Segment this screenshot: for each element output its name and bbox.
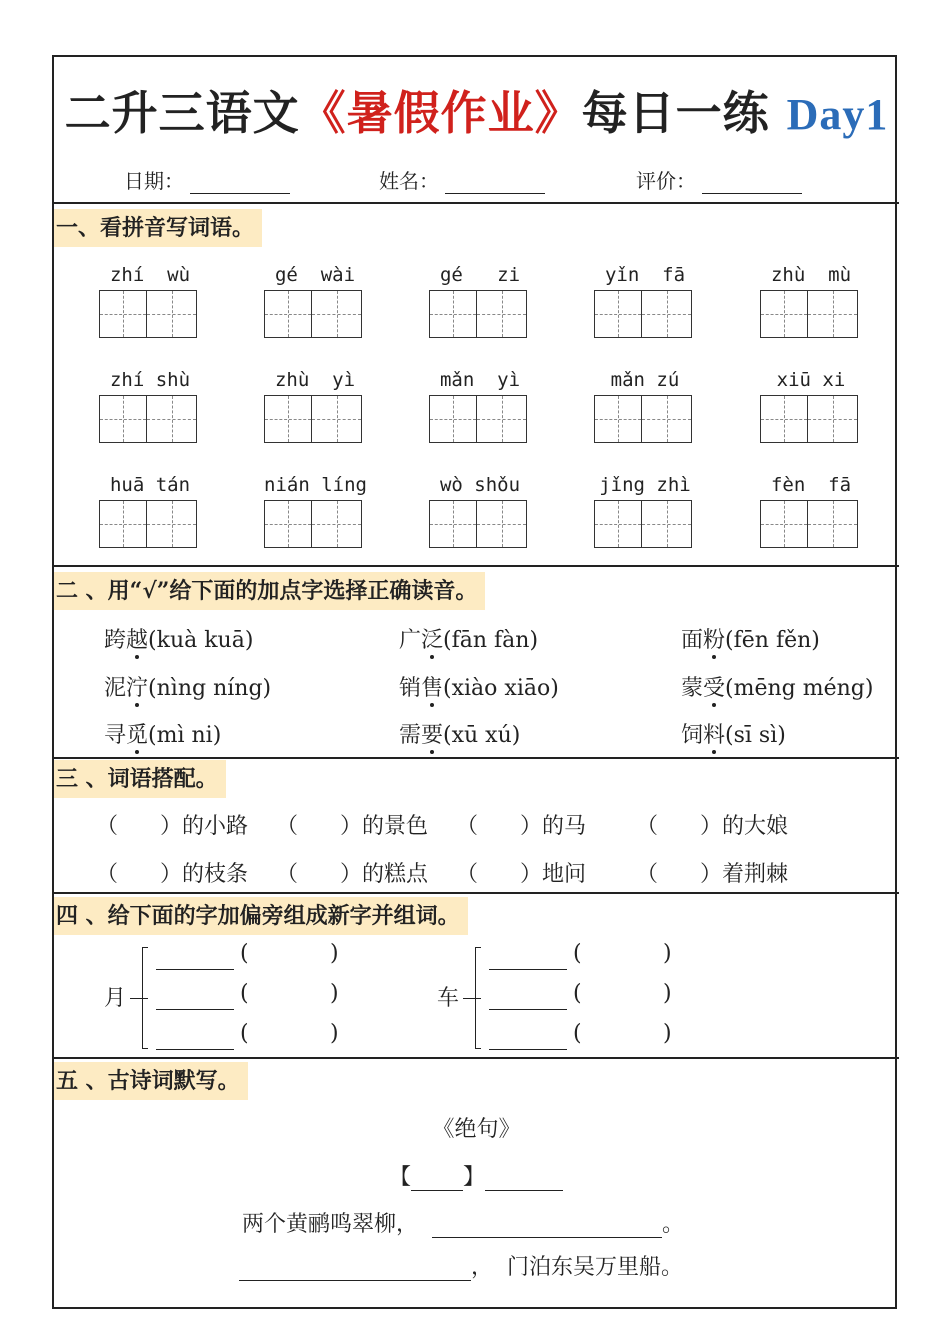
tianzige-box[interactable] — [147, 500, 197, 548]
pinyin-cell — [429, 367, 531, 443]
tianzige-box[interactable] — [594, 290, 642, 338]
tianzige-box[interactable] — [477, 290, 527, 338]
pinyin-cell — [594, 262, 696, 338]
dotted-char: 觅 — [126, 723, 149, 748]
reading-item[interactable] — [104, 671, 271, 702]
dotted-char: 粉 — [703, 628, 726, 653]
pinyin-options[interactable]: (kuà kuā) — [148, 628, 254, 653]
worksheet — [52, 55, 897, 1309]
divider — [54, 892, 899, 894]
reading-item[interactable] — [104, 718, 221, 749]
tianzige-box[interactable] — [312, 500, 362, 548]
word-char: 面 — [681, 628, 704, 653]
word-char: 蒙 — [681, 676, 704, 701]
tianzige-box[interactable] — [264, 395, 312, 443]
writing-boxes — [99, 395, 201, 443]
writing-boxes — [99, 500, 201, 548]
radical-blank[interactable] — [489, 1009, 567, 1010]
tianzige-box[interactable] — [147, 395, 197, 443]
pinyin-text: mǎn yì — [439, 369, 521, 391]
reading-item[interactable] — [399, 623, 538, 654]
word-char: 寻 — [104, 723, 127, 748]
paren-open: ( — [573, 1021, 582, 1046]
dotted-char: 越 — [126, 628, 149, 653]
pinyin-cell — [429, 262, 531, 338]
paren-open: ( — [240, 981, 249, 1006]
dotted-char: 售 — [421, 676, 444, 701]
dotted-char: 料 — [703, 723, 726, 748]
word-char: 泥 — [104, 676, 127, 701]
poem-author-line — [389, 1160, 563, 1191]
tianzige-box[interactable] — [99, 395, 147, 443]
pinyin-text: yǐn fā — [604, 264, 686, 286]
bracket-tick — [142, 947, 148, 948]
tianzige-box[interactable] — [312, 395, 362, 443]
word-char: 跨 — [104, 628, 127, 653]
writing-boxes — [264, 500, 366, 548]
poem-title: 《绝句》 — [432, 1117, 521, 1142]
score-label: 评价： — [636, 169, 696, 193]
pinyin-text: zhù mù — [770, 264, 852, 286]
pinyin-options[interactable]: (sī sì) — [725, 723, 786, 748]
tianzige-box[interactable] — [808, 290, 858, 338]
writing-boxes — [264, 290, 366, 338]
tianzige-box[interactable] — [642, 290, 692, 338]
writing-boxes — [594, 500, 696, 548]
tianzige-box[interactable] — [429, 290, 477, 338]
tianzige-box[interactable] — [429, 500, 477, 548]
tianzige-box[interactable] — [642, 395, 692, 443]
pinyin-cell — [760, 262, 862, 338]
section4-title: 四 、给下面的字加偏旁组成新字并组词。 — [54, 897, 468, 935]
pinyin-options[interactable]: (xū xú) — [443, 723, 521, 748]
writing-boxes — [760, 500, 862, 548]
section2-title: 二 、用“√”给下面的加点字选择正确读音。 — [54, 572, 485, 610]
name-field[interactable] — [379, 165, 545, 194]
divider — [54, 1057, 899, 1059]
poem-line1-end: 。 — [662, 1212, 685, 1237]
title-part2: 《暑假作业》 — [299, 86, 582, 140]
radical-blank[interactable] — [489, 1049, 567, 1050]
tianzige-box[interactable] — [594, 395, 642, 443]
word-char: 饲 — [681, 723, 704, 748]
bracket-connector — [130, 998, 142, 999]
tianzige-box[interactable] — [147, 290, 197, 338]
dotted-char: 要 — [421, 723, 444, 748]
bracket-tick — [475, 1048, 481, 1049]
pinyin-cell — [429, 472, 531, 548]
pinyin-text: zhí shù — [109, 369, 191, 391]
paren-close: ) — [330, 1021, 339, 1046]
pinyin-text: zhù yì — [274, 369, 356, 391]
section3-title: 三 、词语搭配。 — [54, 760, 226, 798]
pinyin-text: zhí wù — [109, 264, 191, 286]
paren-open: ( — [573, 941, 582, 966]
match-item[interactable]: （ ）着荆棘 — [636, 862, 788, 887]
pinyin-cell — [99, 472, 201, 548]
pinyin-options[interactable]: (fān fàn) — [443, 628, 539, 653]
paren-close: ) — [330, 981, 339, 1006]
writing-boxes — [594, 395, 696, 443]
tianzige-box[interactable] — [264, 500, 312, 548]
pinyin-cell — [99, 262, 201, 338]
bracket-tick — [475, 947, 481, 948]
radical-blank[interactable] — [156, 1049, 234, 1050]
tianzige-box[interactable] — [642, 500, 692, 548]
dotted-char: 受 — [703, 676, 726, 701]
tianzige-box[interactable] — [477, 500, 527, 548]
title-part1: 二升三语文 — [64, 86, 300, 140]
pinyin-cell — [264, 367, 366, 443]
dotted-char: 泞 — [126, 676, 149, 701]
pinyin-cell — [760, 472, 862, 548]
date-field[interactable] — [124, 165, 290, 194]
divider — [54, 202, 899, 204]
pinyin-text: huā tán — [109, 474, 191, 496]
tianzige-box[interactable] — [99, 500, 147, 548]
paren-close: ) — [663, 1021, 672, 1046]
pinyin-text: gé zi — [439, 264, 521, 286]
author-blank[interactable] — [485, 1168, 563, 1191]
radical-blank[interactable] — [489, 969, 567, 970]
writing-boxes — [429, 395, 531, 443]
poem-line1-text: 两个黄鹂鸣翠柳， — [242, 1212, 419, 1237]
poem-line2-blank[interactable] — [239, 1258, 471, 1281]
writing-boxes — [429, 500, 531, 548]
pinyin-text: gé wài — [274, 264, 356, 286]
pinyin-options[interactable]: (fēn fěn) — [725, 628, 820, 653]
title-day: Day1 — [786, 90, 889, 139]
reading-item[interactable] — [681, 623, 820, 654]
dynasty-blank[interactable] — [411, 1168, 463, 1191]
match-item[interactable]: （ ）的枝条 — [96, 862, 248, 887]
bracket-connector — [463, 998, 475, 999]
poem-line2-sep: ， — [471, 1255, 494, 1280]
paren-close: ) — [663, 941, 672, 966]
bracket-open: 【 — [389, 1165, 412, 1190]
match-item[interactable]: （ ）的小路 — [96, 814, 248, 839]
tianzige-box[interactable] — [594, 500, 642, 548]
pinyin-options[interactable]: (mēng méng) — [725, 676, 874, 701]
date-label: 日期： — [124, 169, 184, 193]
radical-blank[interactable] — [156, 969, 234, 970]
pinyin-text: xiū xi — [776, 369, 846, 391]
bracket-tick — [142, 998, 148, 999]
poem-line2 — [239, 1250, 683, 1281]
tianzige-box[interactable] — [760, 500, 808, 548]
paren-close: ) — [663, 981, 672, 1006]
poem-line1-blank[interactable] — [432, 1215, 662, 1238]
pinyin-text: fèn fā — [770, 474, 852, 496]
pinyin-options[interactable]: (mì ni) — [148, 723, 222, 748]
tianzige-box[interactable] — [99, 290, 147, 338]
tianzige-box[interactable] — [808, 500, 858, 548]
writing-boxes — [264, 395, 366, 443]
tianzige-box[interactable] — [760, 395, 808, 443]
match-item[interactable]: （ ）的糕点 — [276, 862, 428, 887]
word-char: 需 — [399, 723, 422, 748]
writing-boxes — [760, 290, 862, 338]
reading-item[interactable] — [681, 718, 786, 749]
radical-blank[interactable] — [156, 1009, 234, 1010]
section1-title: 一、看拼音写词语。 — [54, 209, 262, 247]
match-item[interactable]: （ ）的马 — [456, 814, 586, 839]
writing-boxes — [429, 290, 531, 338]
tianzige-box[interactable] — [429, 395, 477, 443]
paren-open: ( — [573, 981, 582, 1006]
writing-boxes — [760, 395, 862, 443]
pinyin-cell — [594, 472, 696, 548]
bracket-tick — [475, 998, 481, 999]
pinyin-text: mǎn zú — [610, 369, 680, 391]
date-blank[interactable] — [190, 175, 290, 194]
divider — [54, 565, 899, 567]
pinyin-cell — [760, 367, 862, 443]
pinyin-cell — [264, 262, 366, 338]
base-char: 车 — [437, 986, 460, 1011]
paren-close: ) — [330, 941, 339, 966]
bracket-tick — [142, 1048, 148, 1049]
title-part3: 每日一练 — [581, 86, 770, 140]
dotted-char: 泛 — [421, 628, 444, 653]
paren-open: ( — [240, 941, 249, 966]
reading-item[interactable] — [399, 671, 559, 702]
reading-item[interactable] — [399, 718, 520, 749]
section5-title: 五 、古诗词默写。 — [54, 1062, 248, 1100]
poem-line1 — [242, 1207, 684, 1238]
poem-line2-text: 门泊东吴万里船。 — [507, 1255, 684, 1280]
pinyin-options[interactable]: (nìng níng) — [148, 676, 272, 701]
match-item[interactable]: （ ）地问 — [456, 862, 586, 887]
pinyin-cell — [99, 367, 201, 443]
base-char: 月 — [104, 986, 127, 1011]
reading-item[interactable] — [681, 671, 873, 702]
divider — [54, 757, 899, 759]
score-field[interactable] — [636, 165, 802, 194]
bracket-close: 】 — [463, 1165, 486, 1190]
pinyin-cell — [264, 472, 366, 548]
tianzige-box[interactable] — [477, 395, 527, 443]
match-item[interactable]: （ ）的景色 — [276, 814, 428, 839]
pinyin-text: jǐng zhì — [599, 474, 691, 496]
score-blank[interactable] — [702, 175, 802, 194]
name-label: 姓名： — [379, 169, 439, 193]
word-char: 广 — [399, 628, 422, 653]
writing-boxes — [594, 290, 696, 338]
tianzige-box[interactable] — [312, 290, 362, 338]
paren-open: ( — [240, 1021, 249, 1046]
tianzige-box[interactable] — [808, 395, 858, 443]
page-title — [54, 77, 899, 143]
reading-item[interactable] — [104, 623, 253, 654]
pinyin-text: wò shǒu — [439, 474, 521, 496]
pinyin-options[interactable]: (xiào xiāo) — [443, 676, 559, 701]
writing-boxes — [99, 290, 201, 338]
pinyin-text: nián líng — [264, 474, 367, 496]
pinyin-cell — [594, 367, 696, 443]
tianzige-box[interactable] — [264, 290, 312, 338]
tianzige-box[interactable] — [760, 290, 808, 338]
match-item[interactable]: （ ）的大娘 — [636, 814, 788, 839]
word-char: 销 — [399, 676, 422, 701]
name-blank[interactable] — [445, 175, 545, 194]
